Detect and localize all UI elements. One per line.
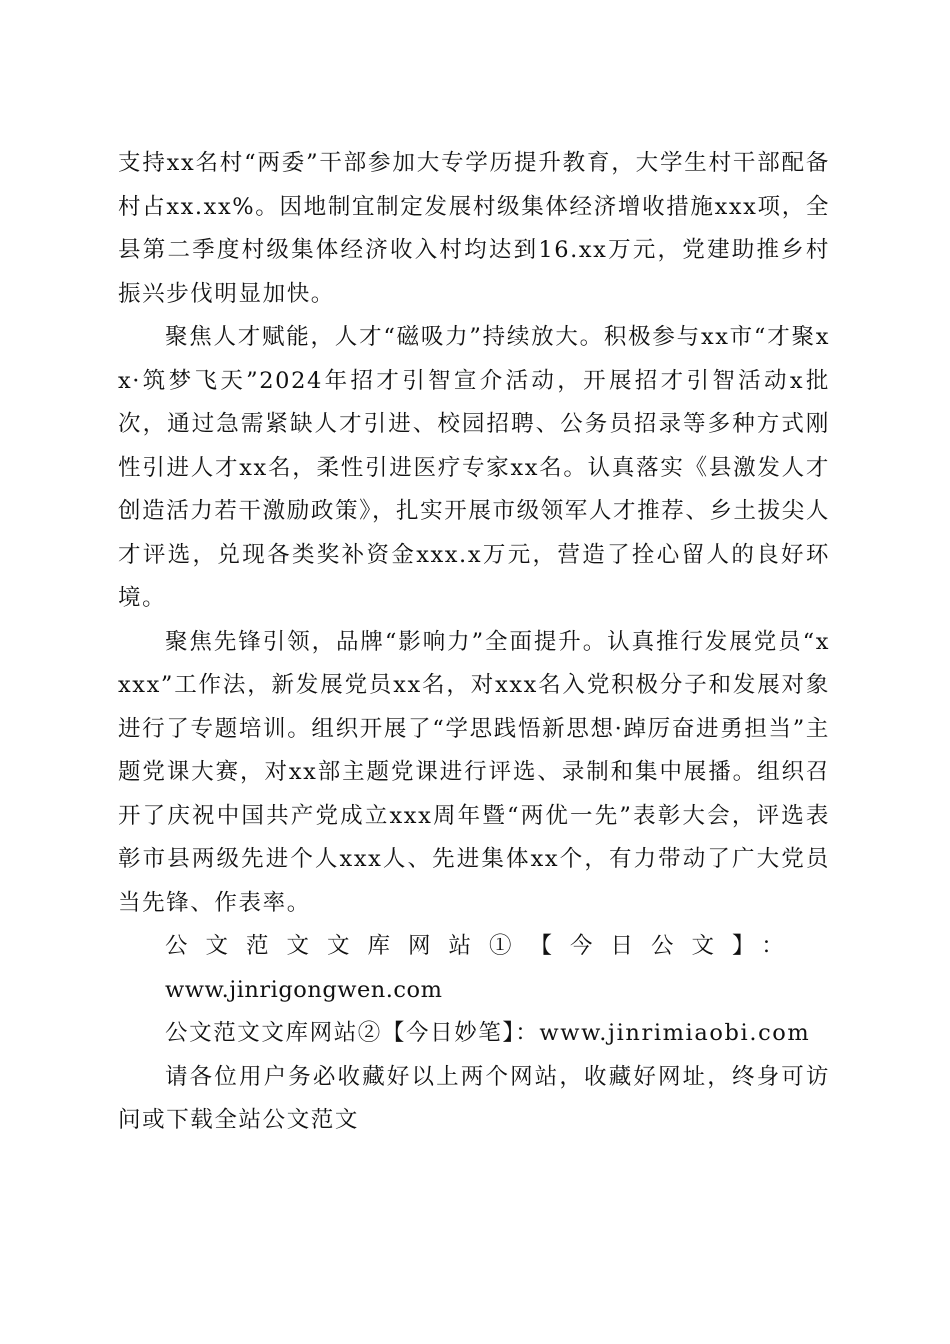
paragraph-pioneer: 聚焦先锋引领，品牌“影响力”全面提升。认真推行发展党员“xxxx”工作法，新发展党员xx名，对xxx名入党积极分子和发展对象进行了专题培训。组织开展了“学思践悟新思想·踔厉奋进勇担当”主题党课大赛，对xx部主题党课进行评选、录制和集中展播。组织召开了庆祝中国共产党成立xxx周年暨“两优一先”表彰大会，评选表彰市县两级先进个人xxx人、先进集体xx个，有力带动了广大党员当先锋、作表率。: [118, 628, 830, 916]
site-one-url[interactable]: www.jinrigongwen.com: [165, 976, 443, 1003]
site-one-label: 公文范文文库网站①【今日公文】：: [165, 933, 802, 959]
paragraph-talent: 聚焦人才赋能，人才“磁吸力”持续放大。积极参与xx市“才聚xx·筑梦飞天”2024年招才引智宣介活动，开展招才引智活动x批次，通过急需紧缺人才引进、校园招聘、公务员招录等多种方式刚性引进人才xx名，柔性引进医疗专家xx名。认真落实《县激发人才创造活力若干激励政策》，扎实开展市级领军人才推荐、乡土拔尖人才评选，兑现各类奖补资金xxx.x万元，营造了拴心留人的良好环境。: [118, 324, 830, 611]
paragraph-village-cadres: 支持xx名村“两委”干部参加大专学历提升教育，大学生村干部配备村占xx.xx%。因地制宜制定发展村级集体经济增收措施xxx项，全县第二季度村级集体经济收入村均达到16.xx万元，党建助推乡村振兴步伐明显加快。: [118, 150, 830, 307]
closing-note: 请各位用户务必收藏好以上两个网站，收藏好网址，终身可访问或下载全站公文范文: [118, 1063, 830, 1133]
site-two-line: 公文范文文库网站②【今日妙笔】：www.jinrimiaobi.com: [165, 1020, 811, 1046]
document-body: [118, 142, 830, 1143]
site-one-block: [118, 925, 830, 1012]
